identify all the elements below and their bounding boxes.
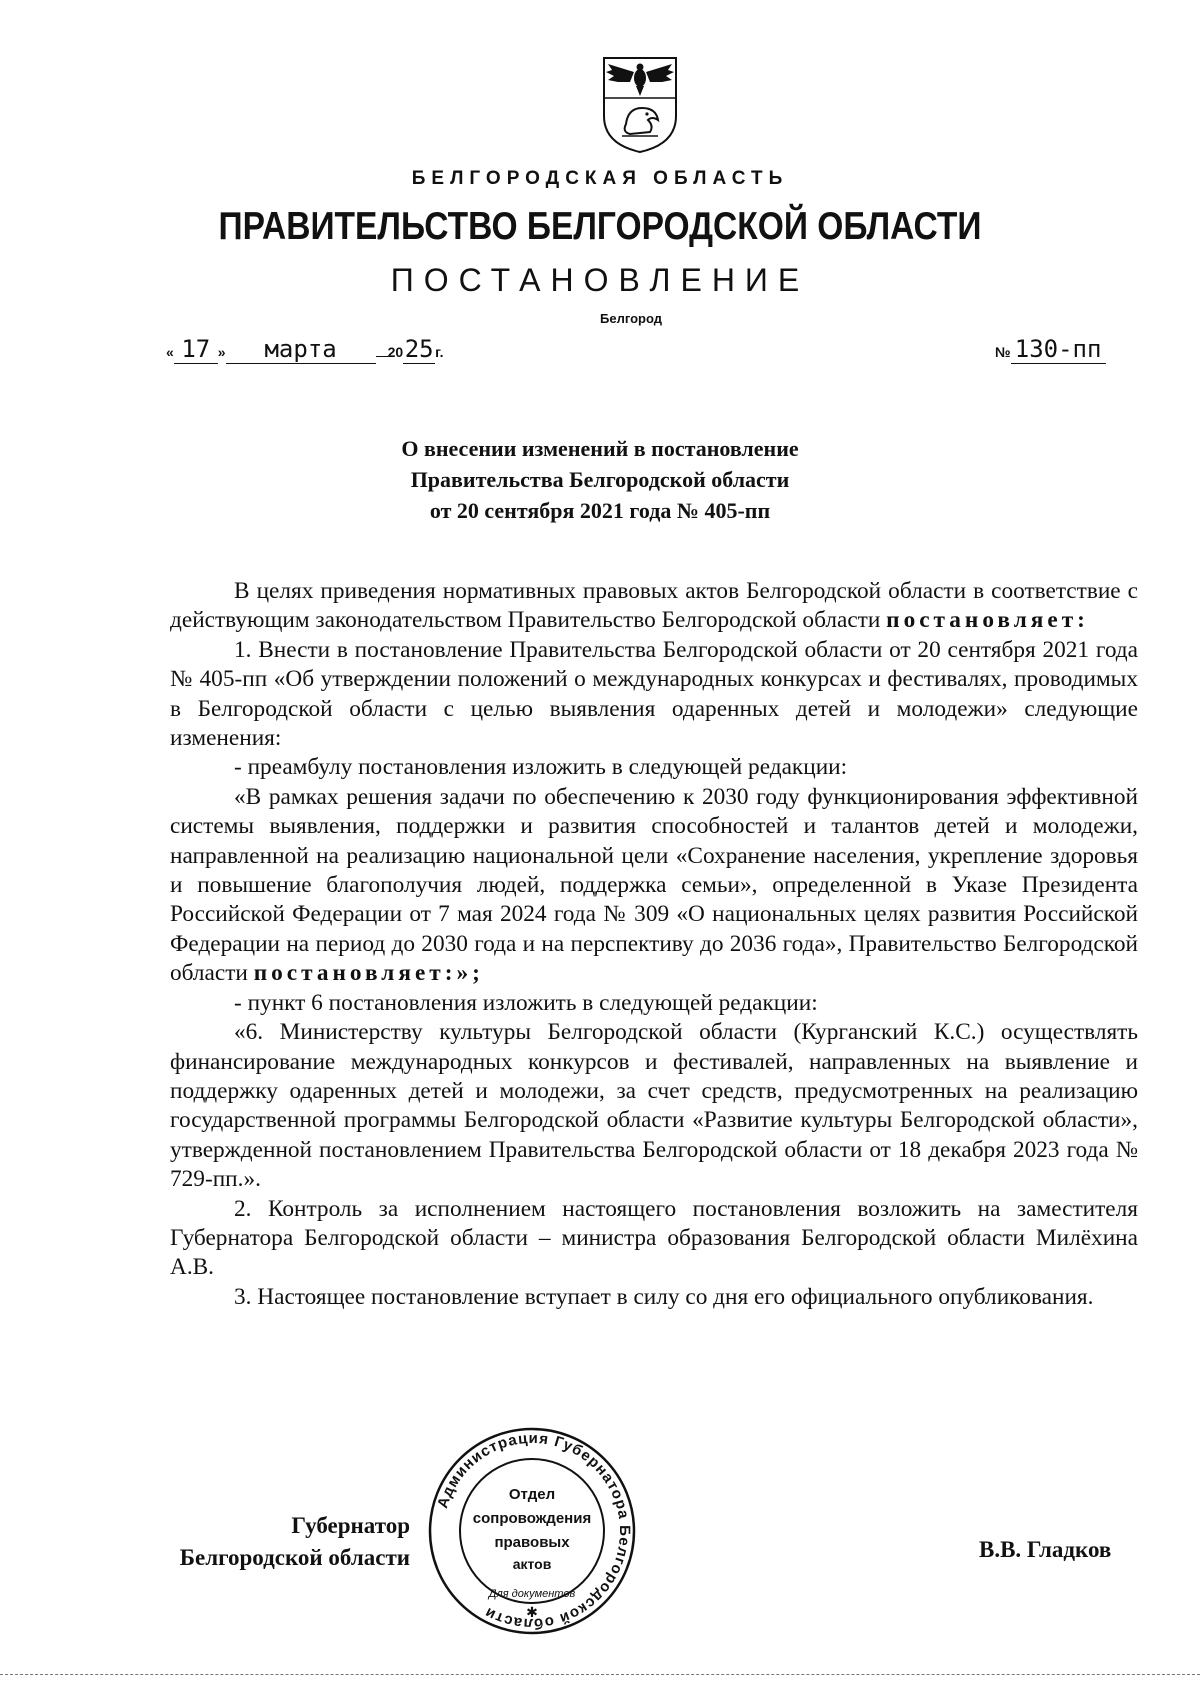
stamp-bottom-text: Для документов (488, 1588, 576, 1600)
stamp-center-line: правовых (494, 1534, 570, 1551)
signatory-position (180, 1510, 410, 1574)
stamp-center-line: Отдел (508, 1486, 556, 1503)
title-line: от 20 сентября 2021 года № 405-пп (429, 498, 771, 523)
number-label: № (995, 344, 1011, 360)
date-open-quote: « (166, 344, 174, 360)
date-year-suffix: 25 (404, 335, 434, 363)
date-year-mark: г. (435, 344, 444, 360)
position-line: Губернатор (291, 1513, 410, 1538)
number-value: 130-пп (1011, 335, 1106, 364)
stamp-ring-text: Администрация Губернатора Белгородской области (434, 1429, 634, 1633)
official-stamp-icon (426, 1425, 638, 1637)
intro-text: В целях приведения нормативных правовых актов Белгородской области в соответствие с действующим законодательством Правительство Белгородской области (170, 578, 1138, 634)
paragraph-1a: - преамбулу постановления изложить в следующей редакции: (234, 754, 848, 781)
title-line: О внесении изменений в постановление (401, 436, 799, 461)
government-heading: ПРАВИТЕЛЬСТВО БЕЛГОРОДСКОЙ ОБЛАСТИ (218, 205, 982, 248)
footer-divider (0, 1674, 1200, 1675)
decree-date (166, 335, 444, 364)
stamp-center-line: актов (512, 1556, 552, 1572)
city-label: Белгород (600, 311, 662, 326)
paragraph-3: 3. Настоящее постановление вступает в силу со дня его официального опубликования. (234, 1283, 1094, 1310)
date-month: марта (226, 335, 376, 364)
coat-of-arms-icon (600, 56, 680, 154)
paragraph-1: 1. Внести в постановление Правительства Белгородской области от 20 сентября 2021 года № 405-пп «Об утверждении положений о международных конкурсах и фестивалях, проводимых в Белгородской области с целью выявления одаренных детей и молодежи» следующие изменения: (170, 636, 1138, 752)
signatory-name: В.В. Гладков (979, 1537, 1112, 1562)
date-day: 17 (174, 335, 218, 364)
document-title (0, 433, 1200, 526)
paragraph-1b: - пункт 6 постановления изложить в следующей редакции: (234, 989, 818, 1016)
stamp-center-line: сопровождения (472, 1510, 592, 1527)
date-close-quote: » (217, 344, 226, 360)
preamble-verb: постановляет:»; (253, 960, 484, 987)
decree-number (995, 335, 1106, 364)
document-type-heading: ПОСТАНОВЛЕНИЕ (390, 262, 810, 298)
preamble-text: «В рамках решения задачи по обеспечению к 2030 году функционирования эффективной системы выявления, поддержки и развития способностей и талантов детей и молодежи, направленной на реализацию национальной цели «Сохранение населения, укрепление здоровья и повышение благополучия людей, поддержка семьи», определенной в Указе Президента Российской Федерации от 7 мая 2024 года № 309 «О национальных целях развития Российской Федерации на период до 2030 года и на перспективу до 2036 года», Правительство Белгородской области (170, 783, 1138, 987)
date-year-prefix: 20 (387, 344, 404, 360)
paragraph-2: 2. Контроль за исполнением настоящего постановления возложить на заместителя Губернатора Белгородской области – министра образования Белгородской области Милёхина А.В. (170, 1195, 1138, 1281)
svg-text:✱: ✱ (526, 1605, 538, 1621)
title-line: Правительства Белгородской области (410, 467, 790, 492)
item-6-paragraph: «6. Министерству культуры Белгородской области (Курганский К.С.) осуществлять финансирование международных конкурсов и фестивалей, направленных на выявление и поддержку одаренных детей и молодежи, за счет средств, предусмотренных на реализацию государственной программы Белгородской области «Развитие культуры Белгородской области», утвержденной постановлением Правительства Белгородской области от 18 декабря 2023 года № 729-пп.». (170, 1019, 1138, 1193)
preamble-paragraph (170, 783, 1138, 989)
intro-paragraph (170, 577, 1138, 636)
document-body (170, 577, 1138, 1312)
region-heading: БЕЛГОРОДСКАЯ ОБЛАСТЬ (411, 168, 789, 189)
position-line: Белгородской области (179, 1545, 410, 1570)
intro-verb: постановляет: (886, 607, 1089, 634)
